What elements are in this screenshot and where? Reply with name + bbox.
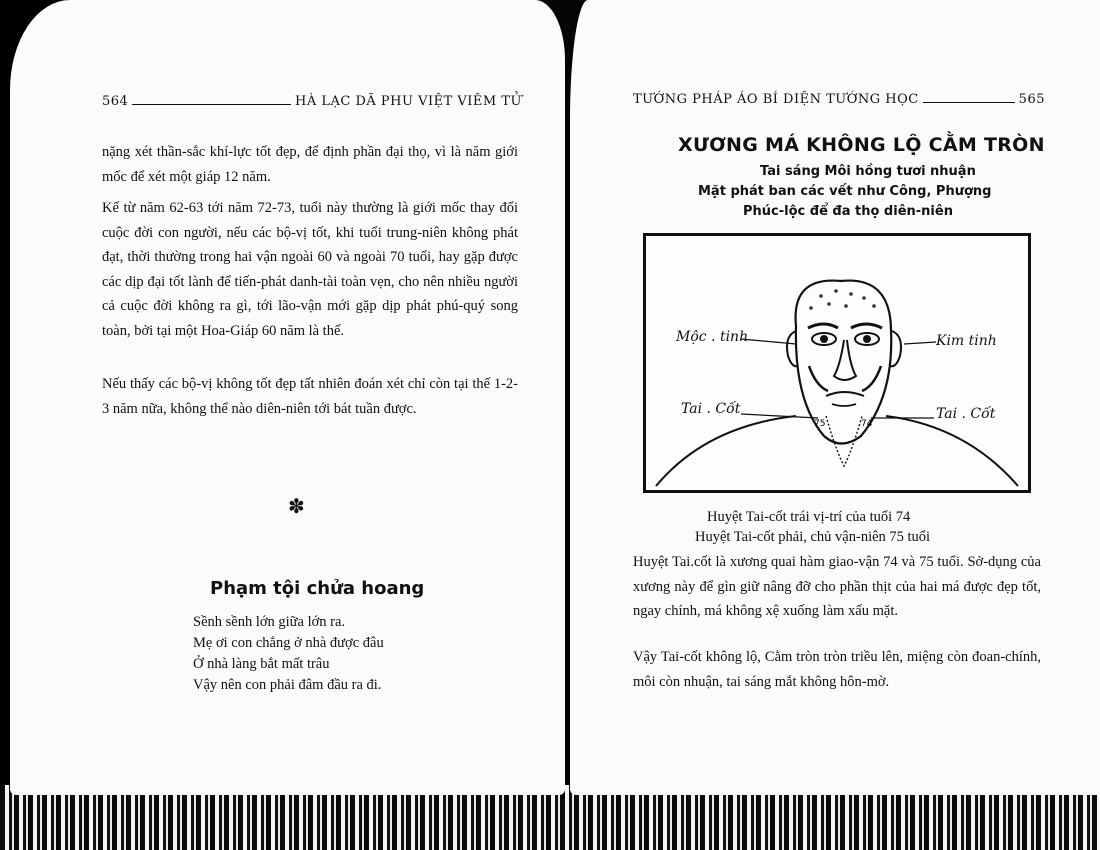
paragraph-text: Nếu thấy các bộ-vị không tốt đẹp tất nhiên đoán xét chỉ còn tại thế 1-2-3 năm nữa, không thể nào diên-niên tới bát tuần được. (102, 376, 518, 417)
poem-line: Sềnh sềnh lớn giữa lớn ra. (193, 614, 346, 630)
label-kim-tinh: Kim tinh (936, 333, 997, 349)
left-paragraph-1 (102, 140, 518, 189)
section-ornament: ✽ (288, 494, 305, 518)
figure-caption-1: Huyệt Tai-cốt trái vị-trí của tuổi 74 (707, 509, 911, 525)
hair-dots (809, 289, 876, 310)
right-running-title: TƯỚNG PHÁP ÁO BÍ DIỆN TƯỚNG HỌC (633, 92, 919, 107)
subtitle-line: Mặt phát ban các vết như Công, Phượng (698, 184, 992, 199)
label-tai-cot-left: Tai . Cốt (681, 401, 741, 417)
paragraph-text: Vậy Tai-cốt không lộ, Cằm tròn tròn triều lên, miệng còn đoan-chính, môi còn nhuận, tai sáng mắt không hôn-mờ. (633, 649, 1041, 690)
right-paragraph-2 (633, 645, 1041, 694)
left-paragraph-2 (102, 196, 518, 343)
left-paragraph-3 (102, 372, 518, 421)
header-rule (132, 94, 291, 105)
paragraph-text: Huyệt Tai.cốt là xương quai hàm giao-vận 74 và 75 tuổi. Sở-dụng của xương này để gìn giữ nâng đỡ cho phần thịt của hai má được đẹp tốt, ngay chính, má không xệ xuống làm xấu mặt. (633, 554, 1041, 619)
left-page (10, 0, 565, 795)
right-running-header (633, 92, 1045, 107)
right-page-number: 565 (1018, 92, 1045, 107)
right-page (570, 0, 1100, 795)
age-label-right: 74 (861, 419, 873, 429)
left-running-title: HÀ LẠC DÃ PHU VIỆT VIÊM TỬ (295, 94, 522, 109)
label-tai-cot-right: Tai . Cốt (936, 406, 996, 422)
poem-title: Phạm tội chửa hoang (210, 578, 425, 599)
poem-line: Vậy nên con phải đâm đầu ra đi. (193, 677, 382, 693)
face-illustration (643, 233, 1031, 493)
left-page-number: 564 (102, 94, 129, 109)
poem (193, 612, 384, 696)
header-rule (923, 92, 1015, 103)
poem-line: Ở nhà làng bắt mất trâu (193, 656, 330, 672)
subtitle-line: Phúc-lộc để đa thọ diên-niên (743, 204, 953, 219)
right-paragraph-1 (633, 550, 1041, 624)
subtitle-line: Tai sáng Môi hồng tươi nhuận (760, 164, 976, 179)
label-moc-tinh: Mộc . tinh (676, 329, 749, 345)
section-title: XƯƠNG MÁ KHÔNG LỘ CẰM TRÒN (678, 134, 1045, 156)
left-running-header (102, 94, 522, 109)
figure-caption-2: Huyệt Tai-cốt phải, chủ vận-niên 75 tuổi (695, 529, 931, 545)
paragraph-text: Kể từ năm 62-63 tới năm 72-73, tuổi này thường là giới mốc thay đổi cuộc đời con người, nếu các bộ-vị tốt, khi tuổi trung-niên không phát đạt, thời thường trong hai vận ngoài 60 và ngoài 70 tuổi, hay gặp được các dịp đại tốt lành để tiến-phát danh-tài toàn vẹn, cho nên nhiều người cả cuộc đời không ra gì, tới lão-vận mới gặp dịp phát phú-quý song toàn, bởi tại một Hoa-Giáp 60 năm là thế. (102, 200, 518, 339)
paragraph-text: nặng xét thần-sắc khí-lực tốt đẹp, để định phần đại thọ, vì là năm giới mốc để xét một giáp 12 năm. (102, 144, 518, 185)
face-drawing (646, 236, 1028, 490)
poem-line: Mẹ ơi con chẳng ở nhà được đâu (193, 635, 384, 651)
age-label-left: 75 (814, 419, 826, 429)
